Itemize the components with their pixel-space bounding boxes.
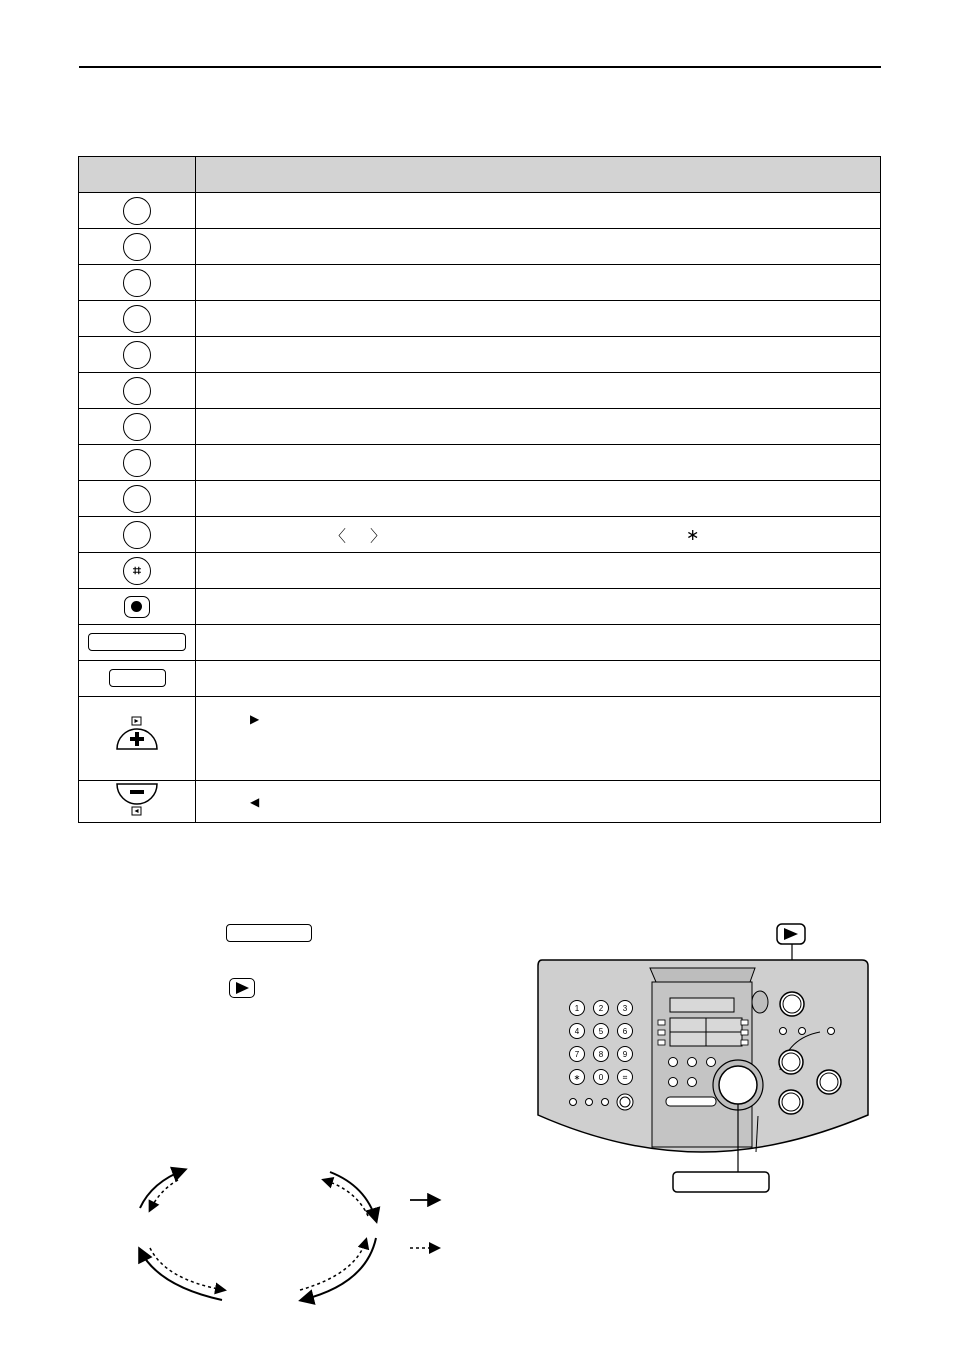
blank-circle-key-icon: [123, 449, 151, 477]
row-description: [196, 337, 881, 373]
row-description: [196, 229, 881, 265]
panel-play-key: [780, 992, 804, 1016]
table-row: [79, 697, 881, 781]
keypad-key-label: 4: [574, 1027, 580, 1036]
row-description: [196, 661, 881, 697]
table-row: [79, 265, 881, 301]
play-left-glyph: ◀: [250, 794, 260, 809]
fax-panel-illustration: [530, 920, 875, 1200]
volume-down-key-icon: [115, 781, 159, 817]
table-row: [79, 517, 881, 553]
blank-circle-key-icon: [123, 341, 151, 369]
row-description: [196, 265, 881, 301]
keypad-key-label: ⌗: [622, 1073, 628, 1082]
blank-circle-key-icon: [123, 377, 151, 405]
row-description: [196, 445, 881, 481]
table-row: [79, 409, 881, 445]
keypad-key-label: 8: [598, 1050, 604, 1059]
right-angle-glyph: 〉: [370, 528, 387, 545]
table-row: [79, 661, 881, 697]
key-function-table: [78, 156, 881, 823]
row-description: [196, 517, 881, 553]
hash-key-symbol: ⌗: [133, 561, 141, 578]
table-row: [79, 229, 881, 265]
row-description: [196, 625, 881, 661]
keypad-key-label: 0: [598, 1073, 604, 1082]
row-description: [196, 553, 881, 589]
table-row: [79, 625, 881, 661]
keypad-key-label: 1: [574, 1004, 580, 1013]
keypad-key-label: 6: [622, 1027, 628, 1036]
keypad-key-label: 7: [574, 1050, 580, 1059]
header-keys-cell: [79, 157, 196, 193]
record-key-icon: [124, 596, 150, 618]
top-rule: [79, 66, 881, 68]
table-row: [79, 481, 881, 517]
row-description: [196, 301, 881, 337]
volume-up-key-icon: [115, 716, 159, 756]
keypad-key-label: ∗: [573, 1073, 581, 1082]
blank-circle-key-icon: [123, 413, 151, 441]
row-description: [196, 697, 881, 781]
play-right-glyph: ▶: [250, 712, 260, 726]
table-row: [79, 193, 881, 229]
blank-circle-key-icon: [123, 269, 151, 297]
inline-long-key-icon: [226, 924, 312, 942]
table-row: [79, 373, 881, 409]
blank-circle-key-icon: [123, 233, 151, 261]
table-row: [79, 589, 881, 625]
row-description: [196, 193, 881, 229]
short-pill-key-icon: [109, 669, 166, 687]
keypad-key-label: 2: [598, 1004, 604, 1013]
table-row: [79, 445, 881, 481]
row-description: [196, 781, 881, 823]
keypad-key-label: 9: [622, 1050, 628, 1059]
table-header-row: [79, 157, 881, 193]
blank-circle-key-icon: [123, 197, 151, 225]
left-angle-glyph: 〈: [330, 528, 347, 545]
long-pill-key-icon: [88, 633, 186, 651]
table-row: [79, 553, 881, 589]
hash-key-icon: [123, 557, 151, 585]
row-description: [196, 409, 881, 445]
keypad-key-label: 5: [598, 1027, 604, 1036]
callout-long-key-icon: [673, 1172, 769, 1192]
row-description: [196, 589, 881, 625]
star-glyph: ∗: [686, 526, 700, 544]
jog-dial: [719, 1066, 757, 1104]
inline-play-key-icon: [229, 978, 255, 998]
header-function-cell: [196, 157, 881, 193]
blank-circle-key-icon: [123, 305, 151, 333]
blank-circle-key-icon: [123, 521, 151, 549]
lcd-display: [670, 998, 734, 1012]
keypad-key-label: 3: [622, 1004, 628, 1013]
table-row: [79, 301, 881, 337]
cycle-diagram: [130, 1160, 460, 1310]
table-row: [79, 337, 881, 373]
row-description: [196, 481, 881, 517]
blank-circle-key-icon: [123, 485, 151, 513]
table-row: [79, 781, 881, 823]
row-description: [196, 373, 881, 409]
